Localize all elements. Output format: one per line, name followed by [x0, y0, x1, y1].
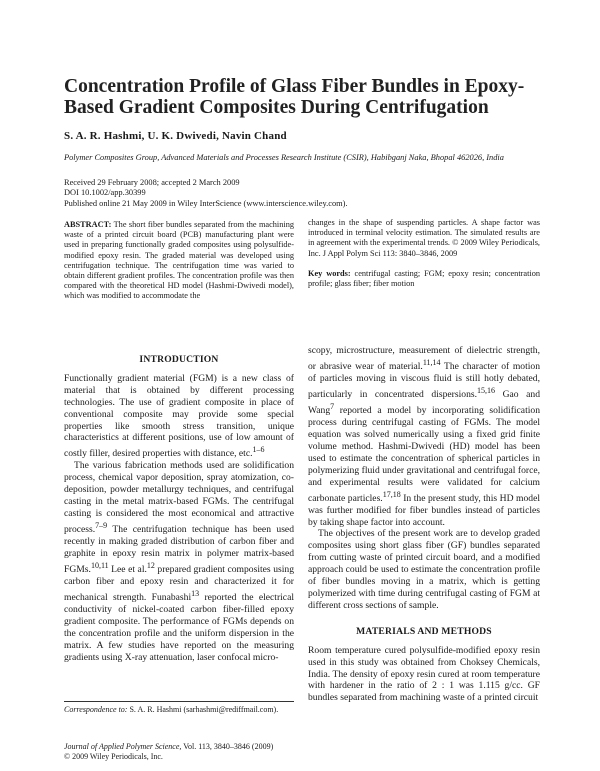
received-date: Received 29 February 2008; accepted 2 March 2009	[64, 178, 240, 187]
affiliation: Polymer Composites Group, Advanced Materials and Processes Research Institute (CSIR), Habibganj Naka, Bhopal 462026, India	[64, 153, 504, 162]
intro-r1e: In the present study, this HD model was further modified for fiber bundles instead of particles by taking shape factor into account.	[308, 492, 541, 528]
doi: DOI 10.1002/app.30399	[64, 188, 146, 198]
journal-copyright: © 2009 Wiley Periodicals, Inc.	[64, 751, 163, 761]
abstract-right	[308, 218, 540, 289]
intro-p2c: Lee et al.	[108, 564, 147, 576]
ref-11-14: 11,14	[422, 357, 441, 367]
intro-r1b: The character of motion of particles moving in viscous fluid is still hotly debated, particularly in concentrated dispersions.	[308, 361, 540, 401]
intro-p2a: The various fabrication methods used are solidification process, chemical vapor deposition, spray atomization, co-deposition, powder metallurgy techniques, and centrifugal casting in the metal matrix-based FGMs. The centrifugal casting is considered the most economical and attractive process.	[64, 460, 294, 536]
correspondence-footnote	[64, 701, 294, 715]
ref-13: 13	[191, 588, 200, 598]
published-date: Published online 21 May 2009 in Wiley InterScience (www.interscience.wiley.com).	[64, 198, 348, 208]
journal-citation	[64, 742, 304, 761]
keywords-label: Key words:	[308, 268, 351, 278]
intro-r1a: scopy, microstructure, measurement of dielectric strength, or abrasive wear of material.	[308, 345, 540, 373]
ref-10-11: 10,11	[90, 560, 109, 570]
journal-name: Journal of Applied Polymer Science,	[64, 742, 182, 751]
correspondence-label: Correspondence to:	[64, 705, 128, 714]
correspondence-text: S. A. R. Hashmi (sarhashmi@rediffmail.com).	[129, 705, 279, 714]
abstract-left	[64, 220, 294, 302]
methods-paragraph-1: Room temperature cured polysulfide-modified epoxy resin used in this study was obtained from Choksey Chemicals, India. The density of epoxy resin cured at room temperature with hardener in the ratio of 2 : 1 was 1.115 g/cc. GF bundles separated from machining waste of a printed circuit	[308, 644, 540, 704]
keywords-text: centrifugal casting; FGM; epoxy resin; concentration profile; glass fiber; fiber motion	[308, 268, 540, 289]
ref-17-18: 17,18	[382, 489, 401, 499]
author-list: S. A. R. Hashmi, U. K. Dwivedi, Navin Chand	[64, 130, 287, 142]
intro-p2d: prepared gradient composites using carbon fiber and epoxy resin and characterized it for mechanical strength. Funabashi	[64, 564, 294, 604]
article-title	[64, 76, 544, 118]
journal-line	[64, 742, 304, 752]
abstract-text-left: The short fiber bundles separated from the machining waste of a printed circuit board (PCB) manufacturing plant were used in preparing functionally graded composites using polysulfide-modified epoxy resin. The graded material was developed using centrifugation technique. The centrifugation time was varied to obtain different gradient profiles. The concentration profile was then compared with the theoretical HD model (Hashmi-Dwivedi model), which was modified to accommodate the	[64, 220, 294, 301]
abstract-text-right: changes in the shape of suspending particles. A shape factor was introduced in terminal velocity estimation. The simulated results are in agreement with the experimental trends. © 2009 Wiley Periodicals, Inc. J Appl Polym Sci 113: 3840–3846, 2009	[308, 218, 540, 258]
ref-12: 12	[146, 560, 155, 570]
materials-methods-heading: MATERIALS AND METHODS	[356, 625, 492, 637]
title-line-2: Based Gradient Composites During Centrifugation	[64, 97, 489, 118]
abstract-label: ABSTRACT:	[64, 220, 112, 229]
intro-paragraph-3: The objectives of the present work are to develop graded composites using short glass fiber (GF) bundles separated from cutting waste of printed circuit board, and a modified approach could be used to estimate the concentration profile of fiber bundles moving in a matrix, which is getting polymerized with time during centrifugal casting of FGM at different cross sections of sample.	[308, 528, 540, 611]
body-column-left	[64, 345, 294, 664]
intro-p2b: The centrifugation technique has been used recently in making graded distribution of carbon fiber and graphite in epoxy resin matrix in polymer matrix-based FGMs.	[64, 524, 294, 576]
intro-r1d: reported a model by incorporating solidification process during centrifugal casting of FGMs. The model equation was solved numerically using a fixed grid finite volume method. Hashmi-Dwivedi (HD) model has been used to estimate the concentration of spherical particles in polymerizing fluid under gravitational and centrifugal force, and experimental results were validated for calcium carbonate particles.	[308, 405, 540, 504]
intro-paragraph-2-continued	[308, 345, 540, 528]
keywords	[308, 269, 540, 289]
intro-paragraph-2	[64, 460, 294, 663]
ref-15-16: 15,16	[477, 385, 495, 395]
intro-p1-text: Functionally gradient material (FGM) is a new class of material that is obtained by different processing technologies. The use of gradient composite in place of conventional composite may provide some special properties like smooth stress transition, unique characteristics at different positions, use of low amount of costly filler, desired properties with distance, etc.	[64, 372, 294, 460]
title-line-1: Concentration Profile of Glass Fiber Bundles in Epoxy-	[64, 76, 525, 97]
intro-r1c: Gao and Wang	[308, 389, 540, 417]
introduction-heading: INTRODUCTION	[139, 354, 219, 365]
ref-7: 7	[330, 402, 335, 411]
article-history	[64, 178, 348, 209]
intro-paragraph-1	[64, 373, 294, 461]
body-column-right	[308, 345, 540, 704]
ref-1-6: 1–6	[252, 445, 265, 455]
intro-p2e: reported the electrical conductivity of nickel-coated carbon fiber-filled epoxy gradient composite. The performance of FGMs depends on the concentration profile and the uniform dispersion in the matrix. A few studies have reported on the measuring gradients using X-ray attenuation, laser confocal micro-	[64, 592, 294, 663]
ref-7-9: 7–9	[95, 520, 108, 530]
journal-volume: Vol. 113, 3840–3846 (2009)	[181, 742, 274, 751]
